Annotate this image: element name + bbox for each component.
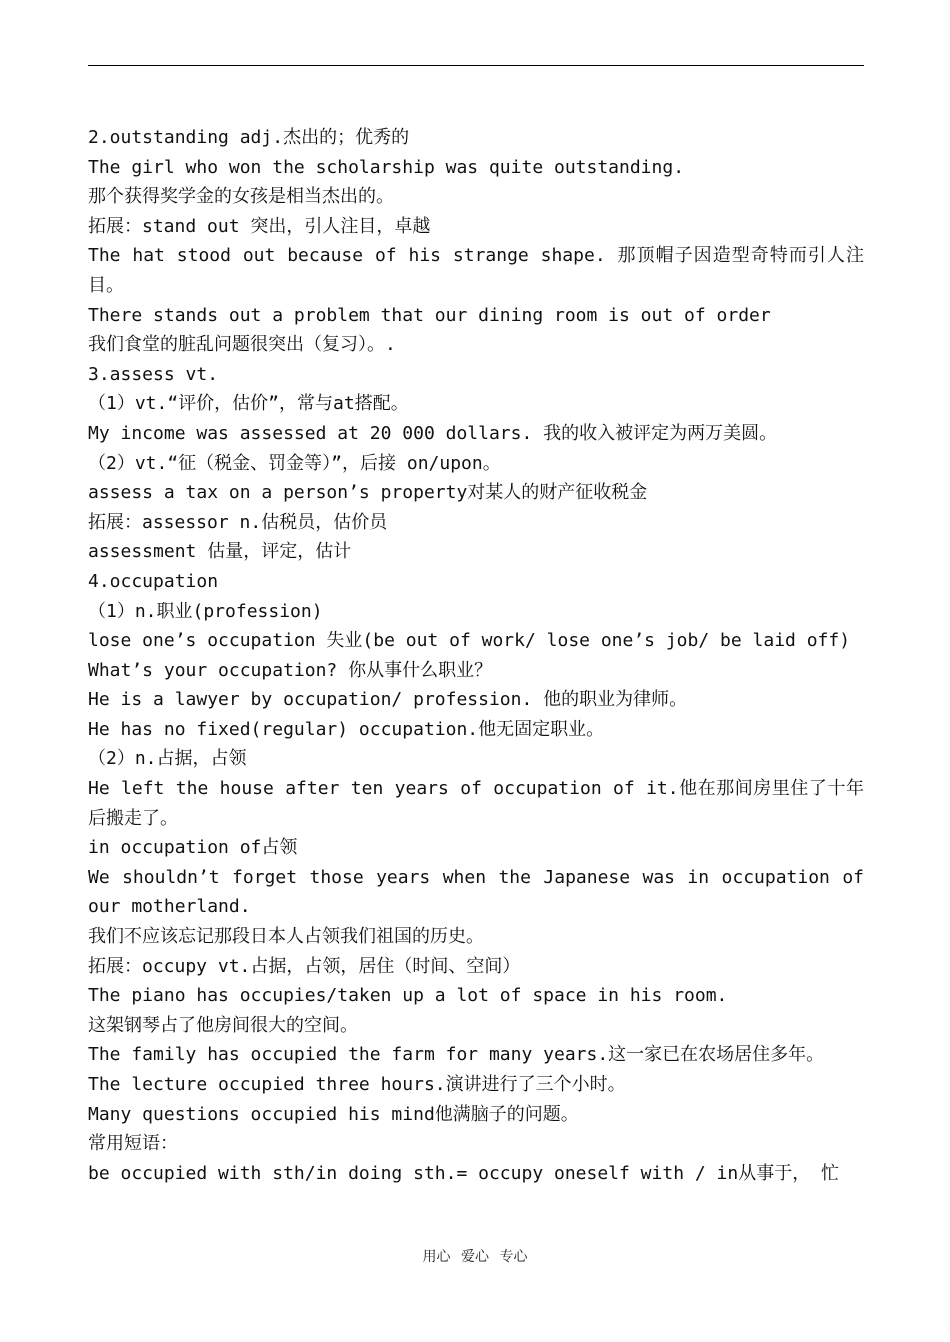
text-line: 4.occupation bbox=[88, 570, 219, 592]
text-line: be occupied with sth/in doing sth.= occupy oneself with / in从事于， 忙 bbox=[88, 1162, 840, 1184]
text-line: My income was assessed at 20 000 dollars. 我的收入被评定为两万美圆。 bbox=[88, 422, 778, 444]
document-body bbox=[88, 123, 875, 1188]
text-line: （1）vt.“评价，估价”，常与at搭配。 bbox=[88, 393, 409, 415]
text-line: in occupation of占领 bbox=[88, 837, 298, 859]
text-line: The piano has occupies/taken up a lot of space in his room. bbox=[88, 985, 728, 1007]
page-footer: 用心 爱心 专心 bbox=[422, 1249, 528, 1265]
text-line: assessment 估量，评定，估计 bbox=[88, 541, 352, 563]
text-line: Many questions occupied his mind他满脑子的问题。 bbox=[88, 1103, 579, 1125]
text-line: 我们不应该忘记那段日本人占领我们祖国的历史。 bbox=[88, 926, 484, 948]
text-line: （2）vt.“征（税金、罚金等）”，后接 on/upon。 bbox=[88, 452, 501, 474]
text-line: The lecture occupied three hours.演讲进行了三个小时。 bbox=[88, 1074, 626, 1095]
text-line: 这架钢琴占了他房间很大的空间。 bbox=[88, 1014, 358, 1036]
text-line: 那个获得奖学金的女孩是相当杰出的。 bbox=[88, 186, 394, 208]
text-line: 3.assess vt. bbox=[88, 363, 219, 385]
text-line: The hat stood out because of his strange shape. 那顶帽子因造型奇特而引人注目。 bbox=[88, 245, 864, 296]
text-line: He has no fixed(regular) occupation.他无固定职业。 bbox=[88, 718, 605, 740]
text-line: 拓展：stand out 突出，引人注目，卓越 bbox=[88, 215, 431, 237]
text-line: 2.outstanding adj.杰出的；优秀的 bbox=[88, 127, 410, 148]
header-rule bbox=[88, 65, 864, 66]
text-line: assess a tax on a person’s property对某人的财产征收税金 bbox=[88, 482, 648, 504]
text-line: The girl who won the scholarship was quite outstanding. bbox=[88, 156, 685, 178]
text-line: He left the house after ten years of occupation of it.他在那间房里住了十年后搬走了。 bbox=[88, 778, 864, 829]
text-line: 常用短语： bbox=[88, 1133, 178, 1155]
text-line: What’s your occupation? 你从事什么职业？ bbox=[88, 659, 493, 681]
text-line: There stands out a problem that our dining room is out of order bbox=[88, 304, 771, 326]
text-line: （1）n.职业(profession) bbox=[88, 600, 323, 622]
text-line: We shouldn’t forget those years when the Japanese was in occupation of our motherland. bbox=[88, 866, 875, 918]
text-line: He is a lawyer by occupation/ profession. 他的职业为律师。 bbox=[88, 689, 688, 711]
text-line: 拓展：assessor n.估税员，估价员 bbox=[88, 511, 388, 533]
text-line: 我们食堂的脏乱问题很突出（复习）。. bbox=[88, 334, 396, 356]
text-line: （2）n.占据，占领 bbox=[88, 748, 247, 770]
text-line: lose one’s occupation 失业(be out of work/ lose one’s job/ be laid off) bbox=[88, 630, 851, 652]
text-line: 拓展：occupy vt.占据，占领，居住（时间、空间） bbox=[88, 955, 521, 977]
text-line: The family has occupied the farm for many years.这一家已在农场居住多年。 bbox=[88, 1044, 825, 1066]
